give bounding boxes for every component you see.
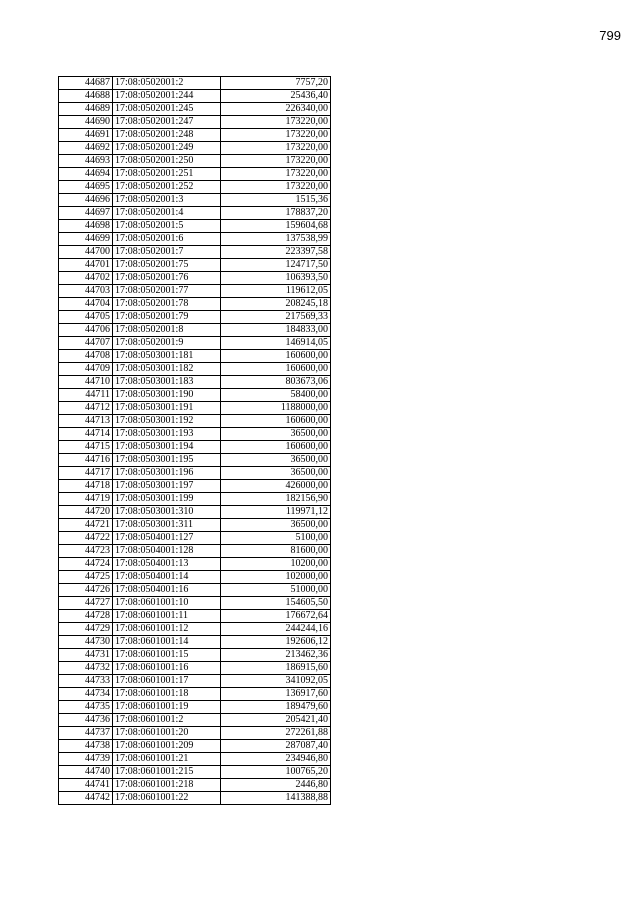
row-number-cell: 44722 <box>59 532 113 545</box>
table-row <box>59 688 331 701</box>
value-cell: 186915,60 <box>221 662 331 675</box>
row-number-cell: 44709 <box>59 363 113 376</box>
table-row <box>59 350 331 363</box>
value-cell: 173220,00 <box>221 116 331 129</box>
table-row <box>59 129 331 142</box>
value-cell: 1188000,00 <box>221 402 331 415</box>
row-number-cell: 44738 <box>59 740 113 753</box>
table-row <box>59 77 331 90</box>
cadastral-number-cell: 17:08:0504001:16 <box>113 584 221 597</box>
cadastral-number-cell: 17:08:0502001:247 <box>113 116 221 129</box>
row-number-cell: 44723 <box>59 545 113 558</box>
cadastral-number-cell: 17:08:0601001:209 <box>113 740 221 753</box>
value-cell: 205421,40 <box>221 714 331 727</box>
value-cell: 341092,05 <box>221 675 331 688</box>
cadastral-number-cell: 17:08:0502001:7 <box>113 246 221 259</box>
value-cell: 124717,50 <box>221 259 331 272</box>
cadastral-number-cell: 17:08:0502001:245 <box>113 103 221 116</box>
value-cell: 36500,00 <box>221 467 331 480</box>
table-row <box>59 701 331 714</box>
row-number-cell: 44714 <box>59 428 113 441</box>
cadastral-number-cell: 17:08:0502001:244 <box>113 90 221 103</box>
cadastral-number-cell: 17:08:0601001:20 <box>113 727 221 740</box>
table-row <box>59 324 331 337</box>
cadastral-number-cell: 17:08:0601001:17 <box>113 675 221 688</box>
table-row <box>59 662 331 675</box>
row-number-cell: 44740 <box>59 766 113 779</box>
table-row <box>59 168 331 181</box>
table-row <box>59 428 331 441</box>
value-cell: 223397,58 <box>221 246 331 259</box>
cadastral-number-cell: 17:08:0502001:76 <box>113 272 221 285</box>
row-number-cell: 44717 <box>59 467 113 480</box>
table-row <box>59 90 331 103</box>
value-cell: 36500,00 <box>221 454 331 467</box>
cadastral-number-cell: 17:08:0502001:2 <box>113 77 221 90</box>
row-number-cell: 44721 <box>59 519 113 532</box>
table-row <box>59 116 331 129</box>
value-cell: 189479,60 <box>221 701 331 714</box>
value-cell: 136917,60 <box>221 688 331 701</box>
cadastral-number-cell: 17:08:0502001:4 <box>113 207 221 220</box>
table-row <box>59 714 331 727</box>
row-number-cell: 44710 <box>59 376 113 389</box>
row-number-cell: 44697 <box>59 207 113 220</box>
value-cell: 141388,88 <box>221 792 331 805</box>
cadastral-number-cell: 17:08:0601001:2 <box>113 714 221 727</box>
row-number-cell: 44699 <box>59 233 113 246</box>
table-row <box>59 415 331 428</box>
value-cell: 244244,16 <box>221 623 331 636</box>
cadastral-number-cell: 17:08:0502001:8 <box>113 324 221 337</box>
table-row <box>59 194 331 207</box>
table-row <box>59 311 331 324</box>
cadastral-number-cell: 17:08:0601001:10 <box>113 597 221 610</box>
table-row <box>59 610 331 623</box>
row-number-cell: 44701 <box>59 259 113 272</box>
value-cell: 81600,00 <box>221 545 331 558</box>
cadastral-number-cell: 17:08:0503001:199 <box>113 493 221 506</box>
row-number-cell: 44688 <box>59 90 113 103</box>
cadastral-number-cell: 17:08:0502001:249 <box>113 142 221 155</box>
row-number-cell: 44704 <box>59 298 113 311</box>
cadastral-number-cell: 17:08:0503001:190 <box>113 389 221 402</box>
row-number-cell: 44711 <box>59 389 113 402</box>
cadastral-number-cell: 17:08:0601001:11 <box>113 610 221 623</box>
cadastral-number-cell: 17:08:0601001:18 <box>113 688 221 701</box>
row-number-cell: 44696 <box>59 194 113 207</box>
value-cell: 102000,00 <box>221 571 331 584</box>
cadastral-number-cell: 17:08:0503001:193 <box>113 428 221 441</box>
table-row <box>59 272 331 285</box>
value-cell: 178837,20 <box>221 207 331 220</box>
row-number-cell: 44698 <box>59 220 113 233</box>
table-row <box>59 519 331 532</box>
row-number-cell: 44725 <box>59 571 113 584</box>
table-row <box>59 376 331 389</box>
row-number-cell: 44693 <box>59 155 113 168</box>
cadastral-number-cell: 17:08:0503001:192 <box>113 415 221 428</box>
value-cell: 10200,00 <box>221 558 331 571</box>
table-row <box>59 779 331 792</box>
value-cell: 137538,99 <box>221 233 331 246</box>
table-row <box>59 675 331 688</box>
row-number-cell: 44707 <box>59 337 113 350</box>
row-number-cell: 44690 <box>59 116 113 129</box>
table-row <box>59 506 331 519</box>
value-cell: 119971,12 <box>221 506 331 519</box>
value-cell: 100765,20 <box>221 766 331 779</box>
cadastral-number-cell: 17:08:0502001:3 <box>113 194 221 207</box>
value-cell: 25436,40 <box>221 90 331 103</box>
row-number-cell: 44736 <box>59 714 113 727</box>
value-cell: 173220,00 <box>221 142 331 155</box>
cadastral-number-cell: 17:08:0601001:15 <box>113 649 221 662</box>
cadastral-number-cell: 17:08:0502001:79 <box>113 311 221 324</box>
row-number-cell: 44733 <box>59 675 113 688</box>
row-number-cell: 44687 <box>59 77 113 90</box>
value-cell: 146914,05 <box>221 337 331 350</box>
table-row <box>59 766 331 779</box>
table-row <box>59 493 331 506</box>
row-number-cell: 44689 <box>59 103 113 116</box>
row-number-cell: 44732 <box>59 662 113 675</box>
table-row <box>59 363 331 376</box>
cadastral-number-cell: 17:08:0504001:14 <box>113 571 221 584</box>
row-number-cell: 44692 <box>59 142 113 155</box>
value-cell: 58400,00 <box>221 389 331 402</box>
table-row <box>59 753 331 766</box>
cadastral-number-cell: 17:08:0503001:183 <box>113 376 221 389</box>
cadastral-number-cell: 17:08:0601001:12 <box>113 623 221 636</box>
cadastral-number-cell: 17:08:0601001:22 <box>113 792 221 805</box>
table-row <box>59 246 331 259</box>
row-number-cell: 44694 <box>59 168 113 181</box>
table-row <box>59 727 331 740</box>
cadastral-number-cell: 17:08:0503001:182 <box>113 363 221 376</box>
value-cell: 51000,00 <box>221 584 331 597</box>
value-cell: 192606,12 <box>221 636 331 649</box>
value-cell: 160600,00 <box>221 350 331 363</box>
row-number-cell: 44715 <box>59 441 113 454</box>
table-row <box>59 545 331 558</box>
value-cell: 7757,20 <box>221 77 331 90</box>
row-number-cell: 44703 <box>59 285 113 298</box>
value-cell: 803673,06 <box>221 376 331 389</box>
cadastral-number-cell: 17:08:0502001:77 <box>113 285 221 298</box>
cadastral-number-cell: 17:08:0504001:13 <box>113 558 221 571</box>
cadastral-number-cell: 17:08:0503001:197 <box>113 480 221 493</box>
table-row <box>59 441 331 454</box>
row-number-cell: 44702 <box>59 272 113 285</box>
row-number-cell: 44735 <box>59 701 113 714</box>
row-number-cell: 44716 <box>59 454 113 467</box>
table-row <box>59 571 331 584</box>
value-cell: 217569,33 <box>221 311 331 324</box>
row-number-cell: 44739 <box>59 753 113 766</box>
table-row <box>59 389 331 402</box>
row-number-cell: 44718 <box>59 480 113 493</box>
cadastral-number-cell: 17:08:0601001:215 <box>113 766 221 779</box>
value-cell: 1515,36 <box>221 194 331 207</box>
row-number-cell: 44742 <box>59 792 113 805</box>
value-cell: 184833,00 <box>221 324 331 337</box>
cadastral-number-cell: 17:08:0502001:251 <box>113 168 221 181</box>
table-row <box>59 597 331 610</box>
row-number-cell: 44737 <box>59 727 113 740</box>
table-row <box>59 220 331 233</box>
cadastral-number-cell: 17:08:0504001:127 <box>113 532 221 545</box>
cadastral-number-cell: 17:08:0502001:250 <box>113 155 221 168</box>
value-cell: 154605,50 <box>221 597 331 610</box>
table-row <box>59 402 331 415</box>
row-number-cell: 44706 <box>59 324 113 337</box>
value-cell: 176672,64 <box>221 610 331 623</box>
value-cell: 173220,00 <box>221 155 331 168</box>
value-cell: 173220,00 <box>221 181 331 194</box>
table-row <box>59 480 331 493</box>
table-row <box>59 207 331 220</box>
cadastral-number-cell: 17:08:0503001:310 <box>113 506 221 519</box>
row-number-cell: 44729 <box>59 623 113 636</box>
cadastral-number-cell: 17:08:0601001:19 <box>113 701 221 714</box>
cadastral-number-cell: 17:08:0502001:5 <box>113 220 221 233</box>
table-row <box>59 558 331 571</box>
value-cell: 208245,18 <box>221 298 331 311</box>
table-row <box>59 285 331 298</box>
value-cell: 213462,36 <box>221 649 331 662</box>
cadastral-number-cell: 17:08:0502001:75 <box>113 259 221 272</box>
value-cell: 226340,00 <box>221 103 331 116</box>
row-number-cell: 44713 <box>59 415 113 428</box>
table-row <box>59 155 331 168</box>
cadastral-number-cell: 17:08:0502001:248 <box>113 129 221 142</box>
table-row <box>59 298 331 311</box>
row-number-cell: 44734 <box>59 688 113 701</box>
registry-table <box>58 76 331 805</box>
cadastral-number-cell: 17:08:0503001:311 <box>113 519 221 532</box>
row-number-cell: 44705 <box>59 311 113 324</box>
cadastral-number-cell: 17:08:0502001:9 <box>113 337 221 350</box>
value-cell: 182156,90 <box>221 493 331 506</box>
row-number-cell: 44719 <box>59 493 113 506</box>
table-row <box>59 532 331 545</box>
row-number-cell: 44712 <box>59 402 113 415</box>
page-number: 799 <box>599 28 621 43</box>
value-cell: 119612,05 <box>221 285 331 298</box>
cadastral-number-cell: 17:08:0503001:196 <box>113 467 221 480</box>
row-number-cell: 44691 <box>59 129 113 142</box>
table-row <box>59 454 331 467</box>
value-cell: 2446,80 <box>221 779 331 792</box>
value-cell: 173220,00 <box>221 129 331 142</box>
row-number-cell: 44727 <box>59 597 113 610</box>
cadastral-number-cell: 17:08:0503001:194 <box>113 441 221 454</box>
registry-table-body <box>59 77 331 805</box>
cadastral-number-cell: 17:08:0503001:181 <box>113 350 221 363</box>
value-cell: 272261,88 <box>221 727 331 740</box>
cadastral-number-cell: 17:08:0502001:78 <box>113 298 221 311</box>
value-cell: 5100,00 <box>221 532 331 545</box>
value-cell: 173220,00 <box>221 168 331 181</box>
row-number-cell: 44730 <box>59 636 113 649</box>
table-row <box>59 259 331 272</box>
value-cell: 159604,68 <box>221 220 331 233</box>
table-row <box>59 740 331 753</box>
value-cell: 287087,40 <box>221 740 331 753</box>
table-row <box>59 649 331 662</box>
table-row <box>59 636 331 649</box>
cadastral-number-cell: 17:08:0601001:21 <box>113 753 221 766</box>
value-cell: 160600,00 <box>221 441 331 454</box>
value-cell: 234946,80 <box>221 753 331 766</box>
table-row <box>59 181 331 194</box>
table-row <box>59 623 331 636</box>
cadastral-number-cell: 17:08:0502001:6 <box>113 233 221 246</box>
value-cell: 160600,00 <box>221 363 331 376</box>
value-cell: 106393,50 <box>221 272 331 285</box>
cadastral-number-cell: 17:08:0601001:218 <box>113 779 221 792</box>
row-number-cell: 44724 <box>59 558 113 571</box>
table-row <box>59 792 331 805</box>
value-cell: 36500,00 <box>221 428 331 441</box>
cadastral-number-cell: 17:08:0503001:195 <box>113 454 221 467</box>
row-number-cell: 44695 <box>59 181 113 194</box>
cadastral-number-cell: 17:08:0503001:191 <box>113 402 221 415</box>
value-cell: 36500,00 <box>221 519 331 532</box>
row-number-cell: 44700 <box>59 246 113 259</box>
row-number-cell: 44728 <box>59 610 113 623</box>
row-number-cell: 44726 <box>59 584 113 597</box>
row-number-cell: 44741 <box>59 779 113 792</box>
table-row <box>59 233 331 246</box>
row-number-cell: 44731 <box>59 649 113 662</box>
cadastral-number-cell: 17:08:0502001:252 <box>113 181 221 194</box>
cadastral-number-cell: 17:08:0504001:128 <box>113 545 221 558</box>
row-number-cell: 44708 <box>59 350 113 363</box>
row-number-cell: 44720 <box>59 506 113 519</box>
table-row <box>59 142 331 155</box>
table-row <box>59 584 331 597</box>
table-row <box>59 103 331 116</box>
cadastral-number-cell: 17:08:0601001:14 <box>113 636 221 649</box>
table-row <box>59 337 331 350</box>
value-cell: 426000,00 <box>221 480 331 493</box>
value-cell: 160600,00 <box>221 415 331 428</box>
cadastral-number-cell: 17:08:0601001:16 <box>113 662 221 675</box>
table-row <box>59 467 331 480</box>
